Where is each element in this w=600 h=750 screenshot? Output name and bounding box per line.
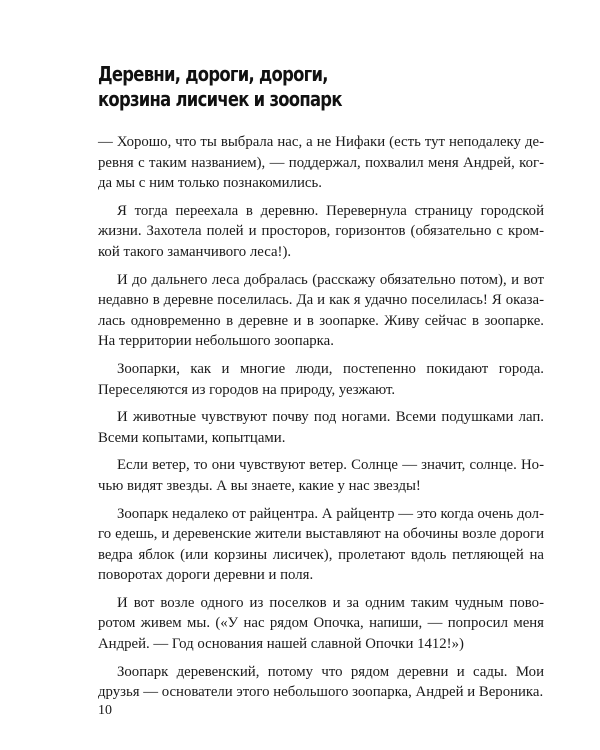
paragraph: — Хорошо, что ты выбрала нас, а не Нифаки (есть тут неподалеку деревня с таким названием), — поддержал, похвалил меня Андрей, когда мы с ним только познакомились. <box>98 134 544 192</box>
paragraph: И вот возле одного из поселков и за одним таким чудным поворотом живем мы. («У нас рядом Опочка, напиши, — попросил меня Андрей. — Год основания нашей славной Опочки 1412!») <box>98 594 544 653</box>
paragraph: Я тогда переехала в деревню. Перевернула страницу городской жизни. Захотела полей и просторов, горизонтов (обязательно с кромкой такого заманчивого леса!). <box>98 202 544 260</box>
body-text <box>98 132 544 710</box>
paragraph: Если ветер, то они чувствуют ветер. Солнце — значит, солнце. Ночью видят звезды. А вы знаете, какие у нас звезды! <box>98 457 544 494</box>
chapter-title-line-2: корзина лисичек и зоопарк <box>98 87 342 111</box>
paragraph: Зоопарк недалеко от райцентра. А райцентр — это когда очень долго едешь, и деревенские жители выставляют на обочины возле дороги ведра яблок (или корзины лисичек), пролетают вдоль петляющей на поворотах дороги деревни и поля. <box>98 505 544 584</box>
paragraph: И до дальнего леса добралась (расскажу обязательно потом), и вот недавно в деревне поселилась. Да и как я удачно поселилась! Я оказалась одновременно в деревне и в зоопарке. Живу сейчас в зоопарке. На территории небольшого зоопарка. <box>98 271 544 350</box>
paragraph: И животные чувствуют почву под ногами. Всеми подушками лап. Всеми копытами, копытцами. <box>98 409 544 446</box>
page-number: 10 <box>98 703 112 718</box>
chapter-title <box>98 62 466 112</box>
paragraph: Зоопарки, как и многие люди, постепенно покидают города. Переселяются из городов на природу, уезжают. <box>98 360 544 398</box>
paragraph: Зоопарк деревенский, потому что рядом деревни и сады. Мои друзья — основатели этого небольшого зоопарка, Андрей и Вероника. <box>98 663 544 701</box>
chapter-title-line-1: Деревни, дороги, дороги, <box>98 62 328 86</box>
